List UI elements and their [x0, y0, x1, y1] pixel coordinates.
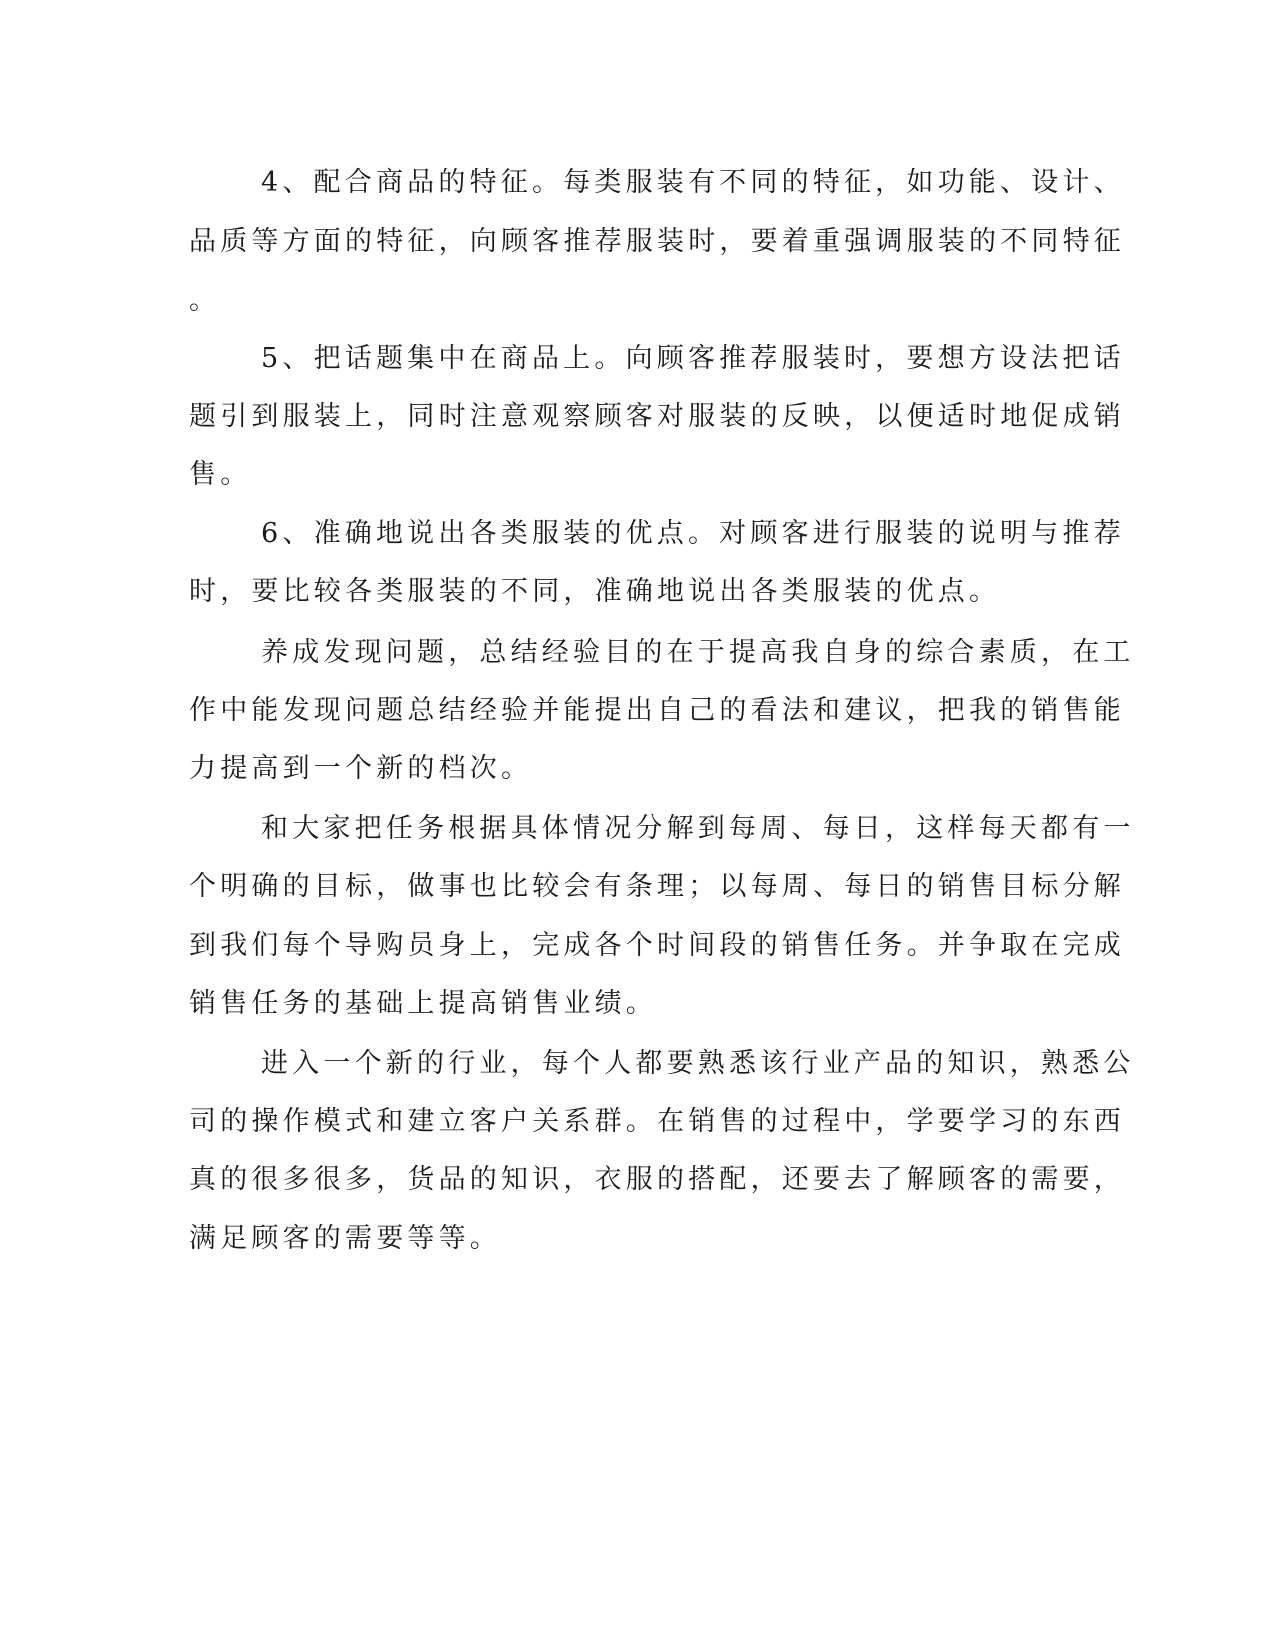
paragraph-8-line-4: 销售任务的基础上提高销售业绩。 — [189, 988, 657, 1019]
paragraph-8-line-1: 和大家把任务根据具体情况分解到每周、每日，这样每天都有一 — [261, 813, 1135, 844]
paragraph-6-line-2: 时，要比较各类服装的不同，准确地说出各类服装的优点。 — [189, 576, 1001, 607]
paragraph-8-line-2: 个明确的目标，做事也比较会有条理；以每周、每日的销售目标分解 — [189, 871, 1125, 902]
paragraph-4-line-2: 品质等方面的特征，向顾客推荐服装时，要着重强调服装的不同特征 — [189, 226, 1125, 257]
paragraph-6-line-1: 6、准确地说出各类服装的优点。对顾客进行服装的说明与推荐 — [261, 518, 1125, 549]
paragraph-5-line-2: 题引到服装上，同时注意观察顾客对服装的反映，以便适时地促成销 — [189, 401, 1125, 432]
paragraph-7-line-3: 力提高到一个新的档次。 — [189, 753, 533, 784]
paragraph-8-line-3: 到我们每个导购员身上，完成各个时间段的销售任务。并争取在完成 — [189, 930, 1125, 961]
paragraph-9-line-3: 真的很多很多，货品的知识，衣服的搭配，还要去了解顾客的需要， — [189, 1164, 1125, 1195]
paragraph-4-line-3: 。 — [189, 285, 221, 316]
paragraph-7-line-1: 养成发现问题，总结经验目的在于提高我自身的综合素质，在工 — [261, 637, 1135, 668]
paragraph-5-line-1: 5、把话题集中在商品上。向顾客推荐服装时，要想方设法把话 — [261, 343, 1125, 374]
paragraph-7-line-2: 作中能发现问题总结经验并能提出自己的看法和建议，把我的销售能 — [189, 695, 1125, 726]
paragraph-9-line-1: 进入一个新的行业，每个人都要熟悉该行业产品的知识，熟悉公 — [261, 1048, 1135, 1079]
paragraph-5-line-3: 售。 — [189, 459, 252, 490]
paragraph-9-line-2: 司的操作模式和建立客户关系群。在销售的过程中，学要学习的东西 — [189, 1106, 1125, 1137]
paragraph-9-line-4: 满足顾客的需要等等。 — [189, 1223, 501, 1254]
paragraph-4-line-1: 4、配合商品的特征。每类服装有不同的特征，如功能、设计、 — [261, 167, 1125, 198]
